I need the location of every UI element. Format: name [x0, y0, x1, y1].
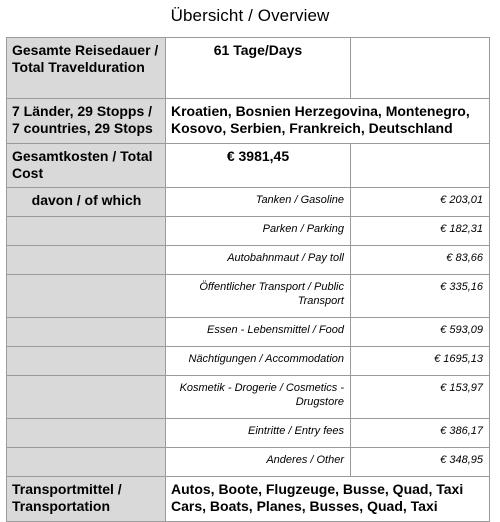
table-row — [7, 144, 490, 188]
duration-label: Gesamte Reisedauer / Total Travelduration — [7, 38, 166, 99]
countries-value: Kroatien, Bosnien Herzegovina, Montenegro, Kosovo, Serbien, Frankreich, Deutschland — [166, 99, 490, 144]
cost-item-name: Essen - Lebensmittel / Food — [166, 318, 351, 347]
empty-label-cell — [7, 419, 166, 448]
empty-cell — [351, 144, 490, 188]
empty-label-cell — [7, 318, 166, 347]
empty-label-cell — [7, 376, 166, 419]
transport-label: Transportmittel / Transportation — [7, 477, 166, 522]
empty-label-cell — [7, 448, 166, 477]
cost-item-amount: € 182,31 — [351, 217, 490, 246]
overview-table — [6, 37, 490, 522]
table-row — [7, 275, 490, 318]
cost-item-amount: € 1695,13 — [351, 347, 490, 376]
cost-item-amount: € 386,17 — [351, 419, 490, 448]
table-row — [7, 347, 490, 376]
cost-item-amount: € 348,95 — [351, 448, 490, 477]
page-title: Übersicht / Overview — [170, 6, 330, 25]
table-row — [7, 419, 490, 448]
duration-value: 61 Tage/Days — [166, 38, 351, 99]
cost-item-name: Autobahnmaut / Pay toll — [166, 246, 351, 275]
cost-item-amount: € 593,09 — [351, 318, 490, 347]
table-row — [7, 477, 490, 522]
cost-item-amount: € 153,97 — [351, 376, 490, 419]
countries-label: 7 Länder, 29 Stopps / 7 countries, 29 Stops — [7, 99, 166, 144]
cost-item-amount: € 335,16 — [351, 275, 490, 318]
cost-item-name: Öffentlicher Transport / Public Transport — [166, 275, 351, 318]
cost-item-name: Anderes / Other — [166, 448, 351, 477]
empty-cell — [351, 38, 490, 99]
table-row — [7, 38, 490, 99]
cost-item-name: Nächtigungen / Accommodation — [166, 347, 351, 376]
table-row — [7, 246, 490, 275]
table-row — [7, 188, 490, 217]
table-row — [7, 448, 490, 477]
cost-item-name: Parken / Parking — [166, 217, 351, 246]
cost-item-name: Eintritte / Entry fees — [166, 419, 351, 448]
table-row — [7, 376, 490, 419]
cost-item-name: Kosmetik - Drogerie / Cosmetics - Drugstore — [166, 376, 351, 419]
total-cost-value: € 3981,45 — [166, 144, 351, 188]
cost-item-amount: € 203,01 — [351, 188, 490, 217]
breakdown-label: davon / of which — [7, 188, 166, 217]
empty-label-cell — [7, 275, 166, 318]
total-cost-label: Gesamtkosten / Total Cost — [7, 144, 166, 188]
empty-label-cell — [7, 347, 166, 376]
empty-label-cell — [7, 246, 166, 275]
cost-item-name: Tanken / Gasoline — [166, 188, 351, 217]
table-row — [7, 217, 490, 246]
transport-value: Autos, Boote, Flugzeuge, Busse, Quad, Taxi Cars, Boats, Planes, Busses, Quad, Taxi — [166, 477, 490, 522]
empty-label-cell — [7, 217, 166, 246]
cost-item-amount: € 83,66 — [351, 246, 490, 275]
table-row — [7, 318, 490, 347]
table-row — [7, 99, 490, 144]
